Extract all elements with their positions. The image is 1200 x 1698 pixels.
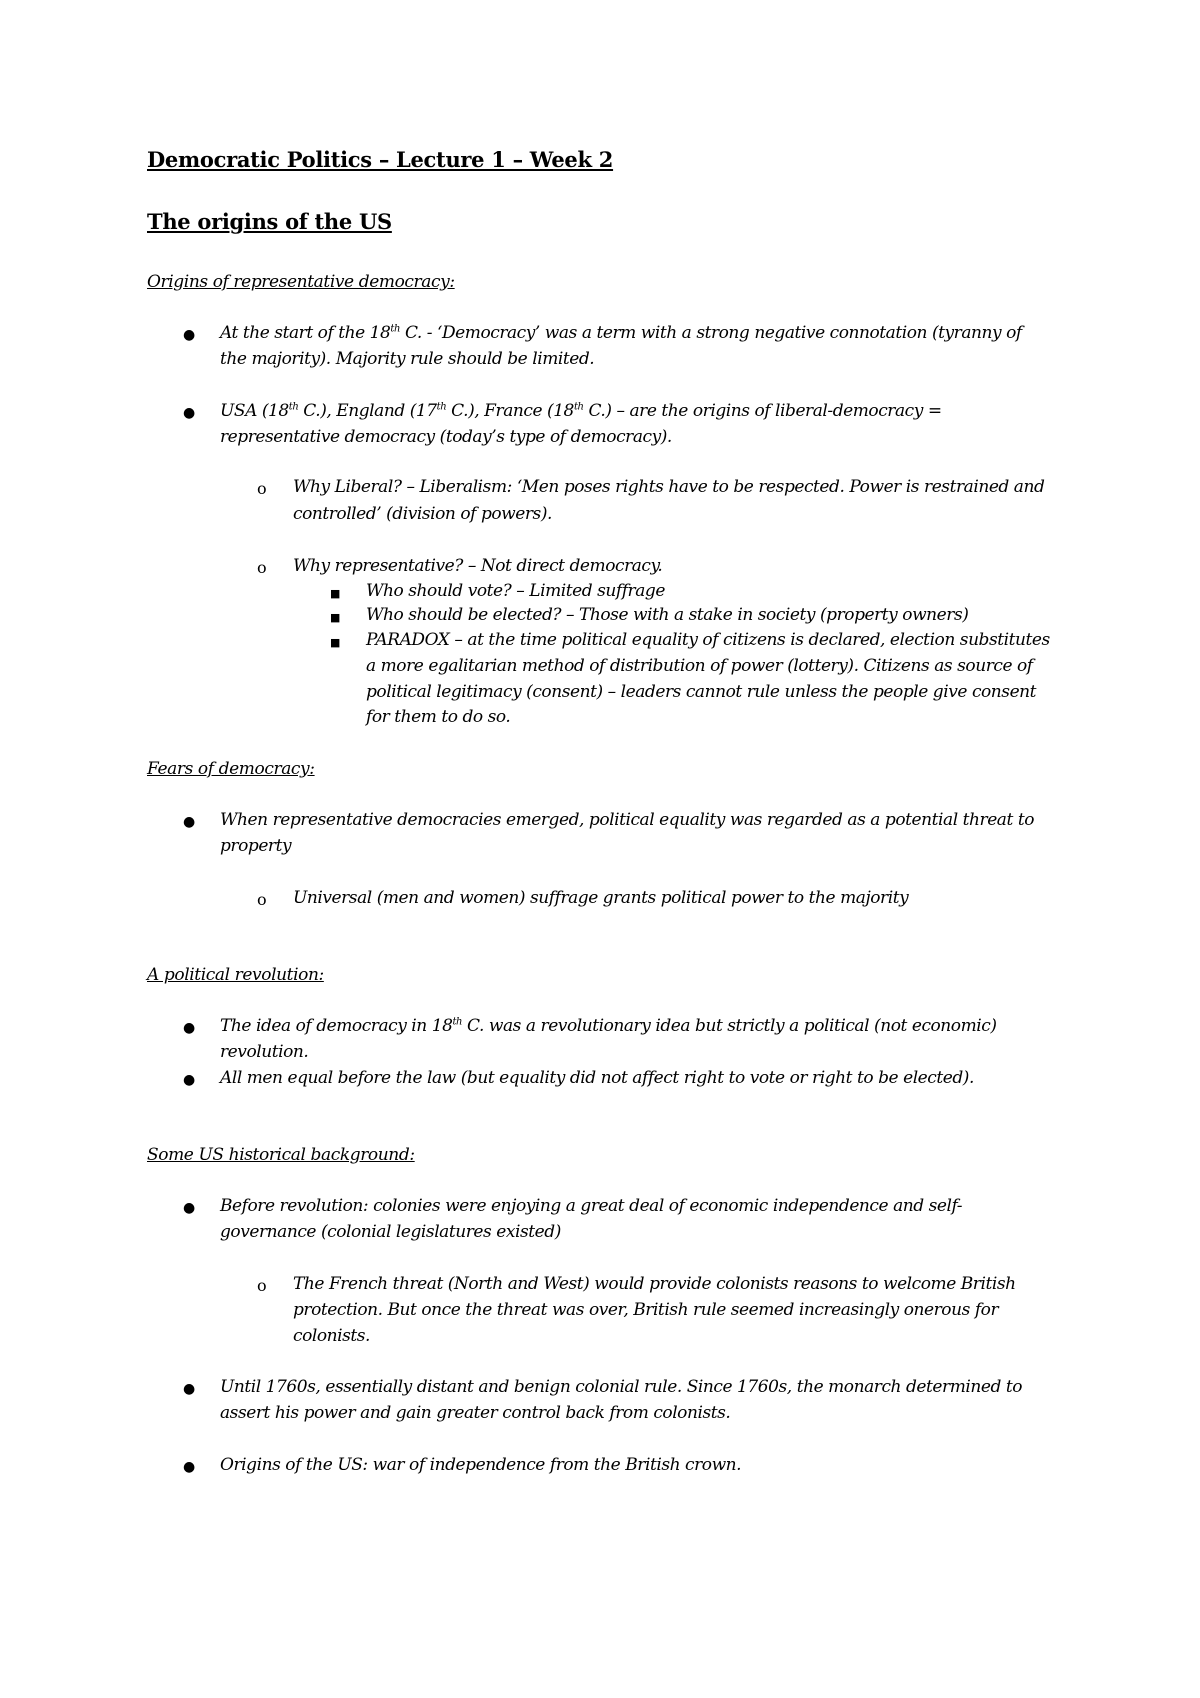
- bullet-marker: ●: [183, 1072, 196, 1088]
- square-bullet-text: Who should vote? – Limited suffrage: [366, 581, 665, 601]
- bullet-marker: ●: [183, 327, 196, 343]
- square-bullet-text: PARADOX – at the time political equality of citizens is declared, election substitutes: [366, 630, 1050, 650]
- bullet-marker: ●: [183, 814, 196, 830]
- square-bullet-text: political legitimacy (consent) – leaders cannot rule unless the people give consent: [366, 682, 1037, 702]
- square-bullet-marker: ■: [330, 587, 341, 600]
- bullet-text: Origins of the US: war of independence from the British crown.: [220, 1455, 742, 1475]
- bullet-marker: ●: [183, 1020, 196, 1036]
- bullet-text: the majority). Majority rule should be limited.: [220, 349, 595, 369]
- bullet-text: assert his power and gain greater control back from colonists.: [220, 1403, 731, 1423]
- section-heading-fears-of-democracy: Fears of democracy:: [147, 759, 315, 779]
- section-heading-us-historical-background: Some US historical background:: [147, 1145, 415, 1165]
- square-bullet-text: Who should be elected? – Those with a stake in society (property owners): [366, 605, 969, 625]
- bullet-text: At the start of the 18th C. - ‘Democracy’ was a term with a strong negative connotation (tyranny of: [220, 323, 1022, 343]
- bullet-text: governance (colonial legislatures existed): [220, 1222, 561, 1242]
- bullet-text: All men equal before the law (but equality did not affect right to vote or right to be elected).: [220, 1068, 974, 1088]
- sub-bullet-marker: o: [257, 479, 267, 498]
- bullet-text: Before revolution: colonies were enjoying a great deal of economic independence and self-: [220, 1196, 963, 1216]
- square-bullet-text: a more egalitarian method of distribution of power (lottery). Citizens as source of: [366, 656, 1033, 676]
- bullet-text: When representative democracies emerged, political equality was regarded as a potential threat to: [220, 810, 1034, 830]
- bullet-marker: ●: [183, 405, 196, 421]
- bullet-marker: ●: [183, 1459, 196, 1475]
- square-bullet-text: for them to do so.: [366, 707, 511, 727]
- sub-bullet-text: Why Liberal? – Liberalism: ‘Men poses rights have to be respected. Power is restrained and: [293, 477, 1045, 497]
- square-bullet-marker: ■: [330, 636, 341, 649]
- bullet-text: USA (18th C.), England (17th C.), France (18th C.) – are the origins of liberal-democracy =: [220, 401, 942, 421]
- sub-bullet-text: Why representative? – Not direct democracy.: [293, 556, 663, 576]
- sub-bullet-text: protection. But once the threat was over, British rule seemed increasingly onerous for: [293, 1300, 999, 1320]
- sub-bullet-text: Universal (men and women) suffrage grants political power to the majority: [293, 888, 909, 908]
- sub-bullet-marker: o: [257, 890, 267, 909]
- section-heading-origins-representative-democracy: Origins of representative democracy:: [147, 272, 455, 292]
- bullet-marker: ●: [183, 1381, 196, 1397]
- bullet-marker: ●: [183, 1200, 196, 1216]
- bullet-text: The idea of democracy in 18th C. was a revolutionary idea but strictly a political (not economic): [220, 1016, 997, 1036]
- sub-bullet-text: controlled’ (division of powers).: [293, 504, 552, 524]
- sub-bullet-marker: o: [257, 1276, 267, 1295]
- sub-bullet-text: The French threat (North and West) would provide colonists reasons to welcome British: [293, 1274, 1016, 1294]
- section-heading-political-revolution: A political revolution:: [147, 965, 324, 985]
- sub-bullet-text: colonists.: [293, 1326, 370, 1346]
- square-bullet-marker: ■: [330, 611, 341, 624]
- sub-bullet-marker: o: [257, 558, 267, 577]
- bullet-text: representative democracy (today’s type of democracy).: [220, 427, 672, 447]
- bullet-text: Until 1760s, essentially distant and benign colonial rule. Since 1760s, the monarch determined to: [220, 1377, 1023, 1397]
- bullet-text: property: [220, 836, 292, 856]
- bullet-text: revolution.: [220, 1042, 309, 1062]
- document-subtitle: The origins of the US: [147, 209, 392, 234]
- document-title: Democratic Politics – Lecture 1 – Week 2: [147, 147, 614, 172]
